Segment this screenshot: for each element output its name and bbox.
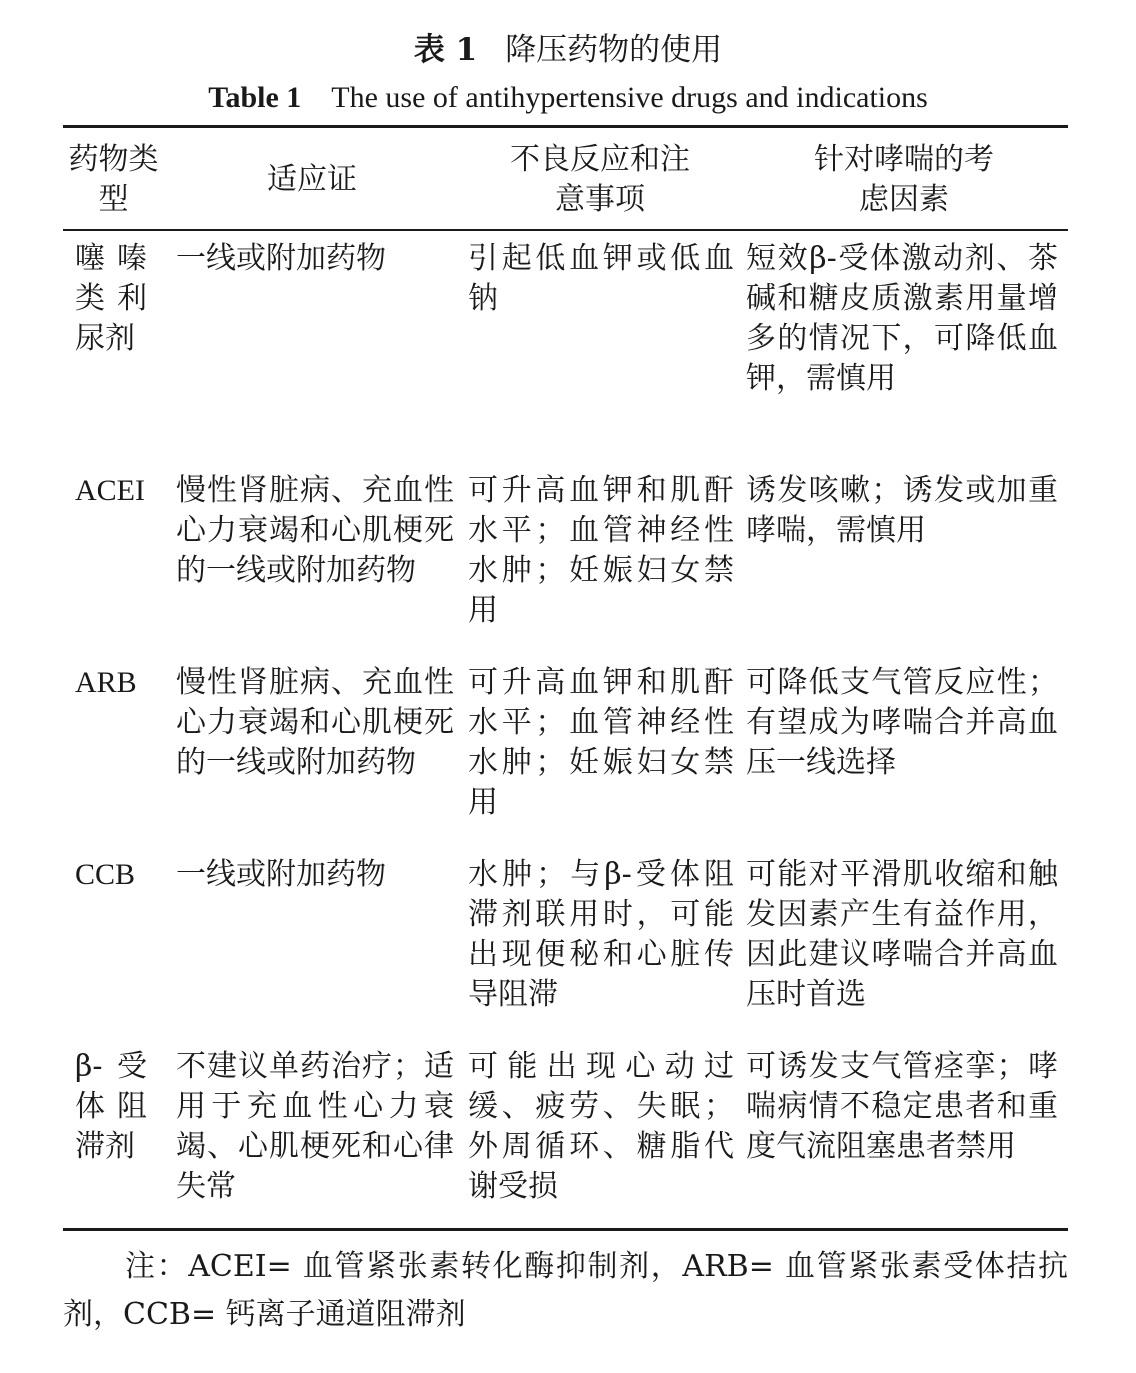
cell-asthma: 诱发咳嗽；诱发或加重哮喘，需慎用: [746, 473, 1058, 548]
table-row: [63, 471, 1068, 663]
cell-drug-type: CCB: [75, 858, 136, 891]
table-header-row: [63, 131, 1068, 229]
bottom-rule: [63, 1228, 1068, 1231]
table-title-chinese-text: 降压药物的使用: [505, 32, 723, 68]
cell-adverse: 水肿；与β-受体阻滞剂联用时，可能出现便秘和心脏传导阻滞: [468, 857, 734, 1012]
header-indication: 适应证: [267, 162, 357, 197]
table-row: [63, 229, 1068, 471]
cell-drug-type: ARB: [75, 666, 137, 699]
cell-drug-type: β-受体阻滞剂: [75, 1049, 147, 1164]
table-number-chinese: 表 1: [413, 32, 478, 68]
cell-asthma: 可诱发支气管痉挛；哮喘病情不稳定患者和重度气流阻塞患者禁用: [746, 1049, 1058, 1164]
cell-indication: 一线或附加药物: [176, 857, 386, 892]
table-row: [63, 1047, 1068, 1217]
cell-asthma: 可能对平滑肌收缩和触发因素产生有益作用，因此建议哮喘合并高血压时首选: [746, 857, 1058, 1012]
table-footnote: 注：ACEI= 血管紧张素转化酶抑制剂，ARB= 血管紧张素受体拮抗剂，CCB= 钙离子通道阻滞剂: [63, 1249, 1068, 1332]
header-drug-type: 药物类型: [68, 142, 159, 217]
table-row: [63, 663, 1068, 855]
table-title-chinese: [0, 28, 1136, 72]
table-row: [63, 855, 1068, 1047]
cell-indication: 慢性肾脏病、充血性心力衰竭和心肌梗死的一线或附加药物: [176, 665, 454, 780]
top-rule: [63, 125, 1068, 128]
cell-adverse: 可升高血钾和肌酐水平；血管神经性水肿；妊娠妇女禁用: [468, 665, 734, 820]
cell-asthma: 短效β-受体激动剂、茶碱和糖皮质激素用量增多的情况下，可降低血钾，需慎用: [746, 241, 1058, 396]
cell-indication: 不建议单药治疗；适用于充血性心力衰竭、心肌梗死和心律失常: [176, 1049, 454, 1204]
header-adverse-effects: 不良反应和注意事项: [510, 142, 690, 217]
cell-drug-type: ACEI: [75, 474, 145, 507]
cell-adverse: 引起低血钾或低血钠: [468, 241, 734, 316]
cell-indication: 一线或附加药物: [176, 241, 386, 276]
cell-adverse: 可能出现心动过缓、疲劳、失眠；外周循环、糖脂代谢受损: [468, 1049, 734, 1204]
table-number-english: Table 1: [208, 81, 302, 114]
cell-indication: 慢性肾脏病、充血性心力衰竭和心肌梗死的一线或附加药物: [176, 473, 454, 588]
header-asthma-considerations: 针对哮喘的考虑因素: [814, 142, 994, 217]
table-title-english: [0, 78, 1136, 118]
antihypertensive-drugs-table: [63, 131, 1068, 1217]
cell-adverse: 可升高血钾和肌酐水平；血管神经性水肿；妊娠妇女禁用: [468, 473, 734, 628]
cell-asthma: 可降低支气管反应性；有望成为哮喘合并高血压一线选择: [746, 665, 1058, 780]
table-title-english-text: The use of antihypertensive drugs and indications: [331, 81, 928, 114]
cell-drug-type: 噻嗪类利尿剂: [75, 241, 147, 356]
